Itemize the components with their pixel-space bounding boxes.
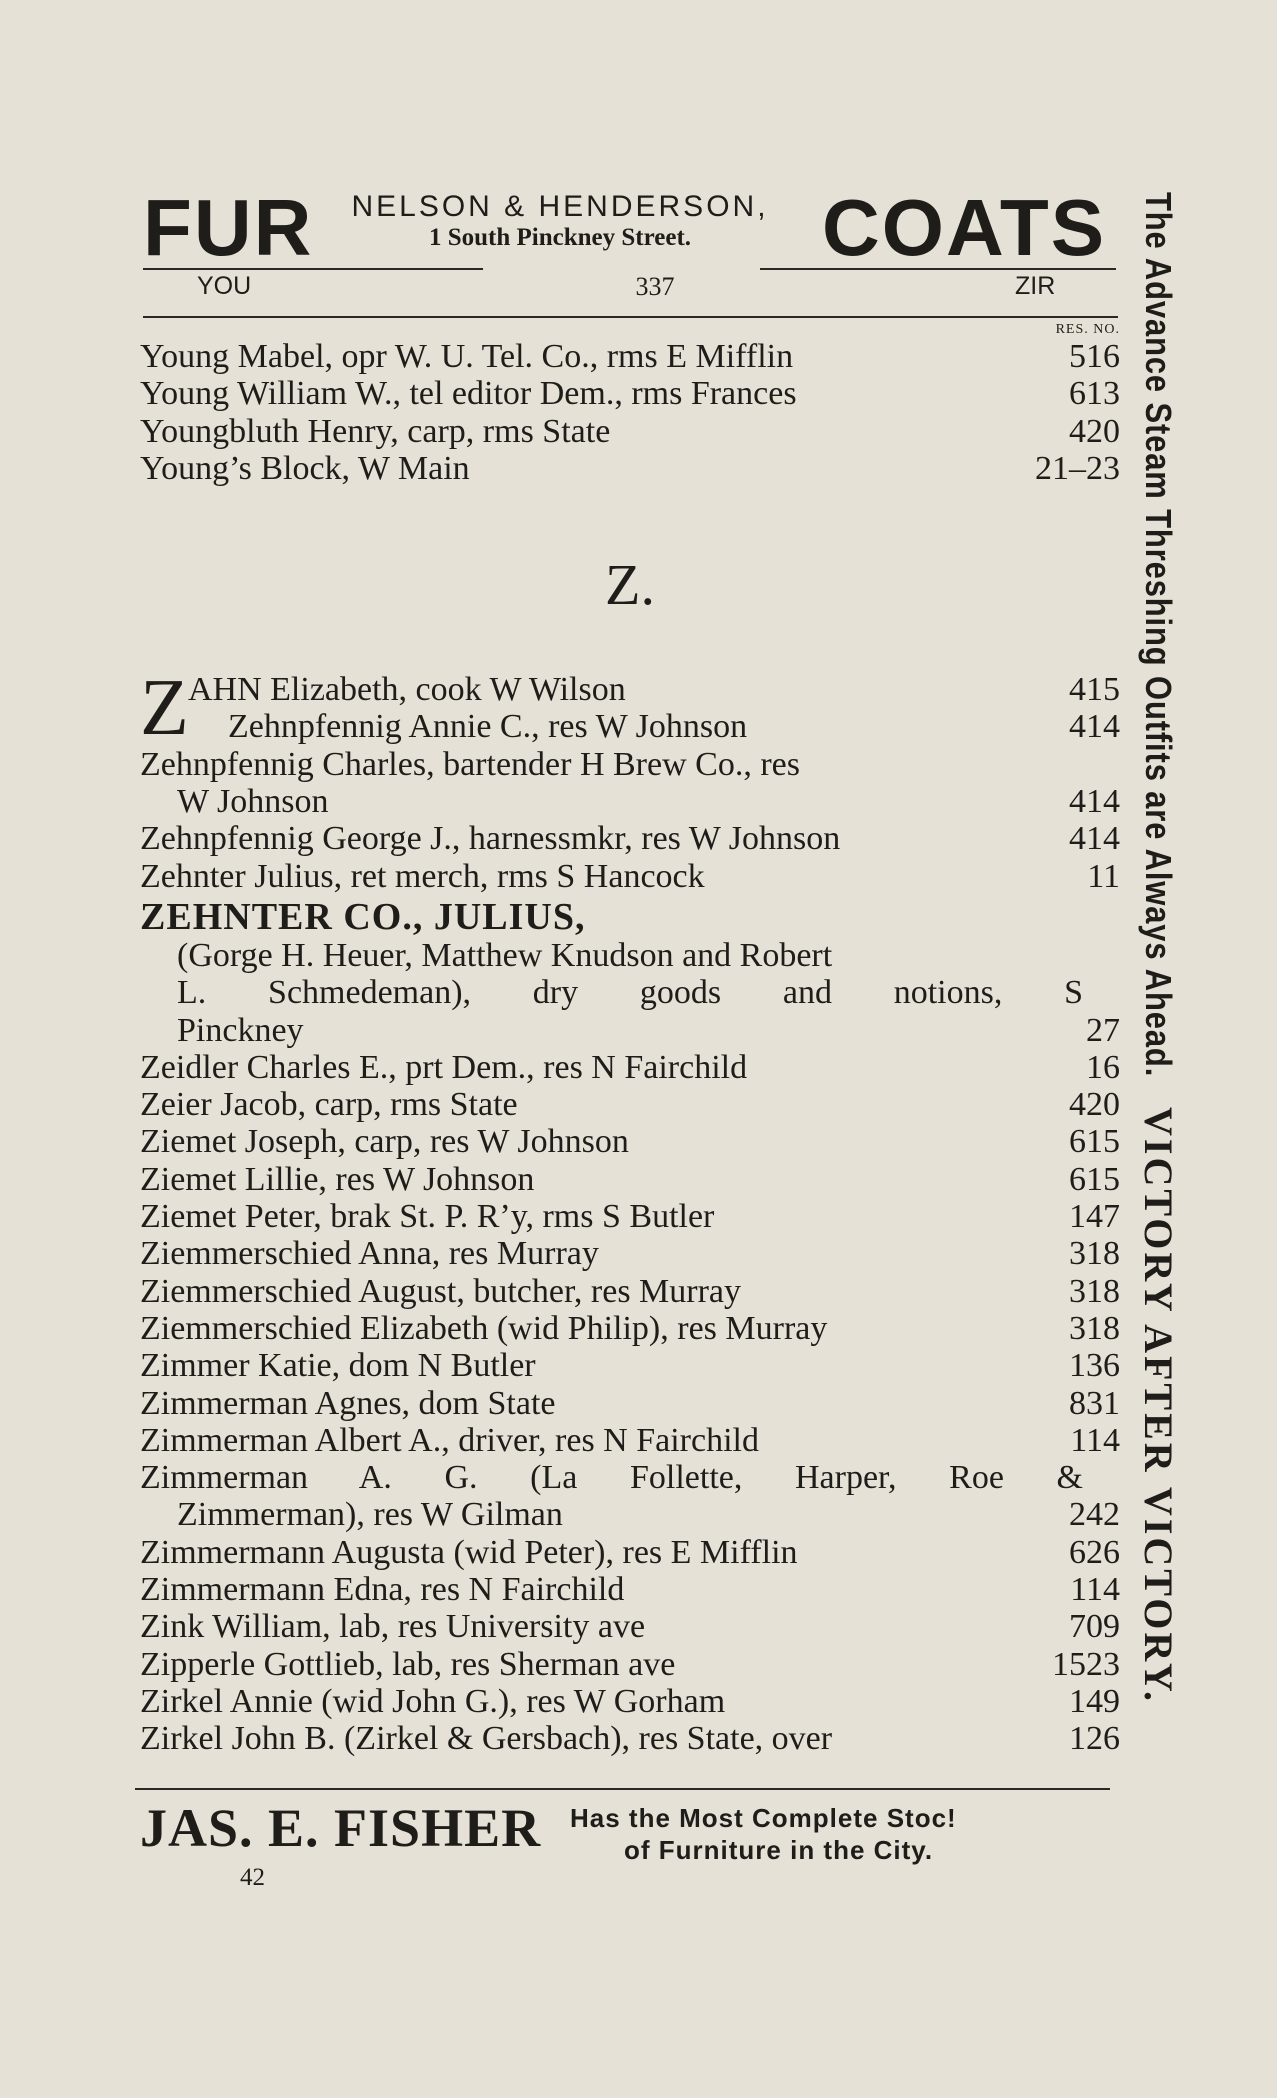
header-address: 1 South Pinckney Street. xyxy=(428,224,692,251)
footer-rule xyxy=(135,1788,1110,1790)
header-rule-left xyxy=(143,268,483,270)
list-item: Zirkel Annie (wid John G.), res W Gorham 149 xyxy=(140,1682,1120,1720)
firm-entry-line: Pinckney 27 xyxy=(177,1011,1120,1049)
side-ad-part1: The Advance Steam Threshing Outfits are Always Ahead. xyxy=(1138,192,1179,1078)
list-item: W Johnson 414 xyxy=(177,783,1120,821)
list-item: Young Mabel, opr W. U. Tel. Co., rms E Mifflin 516 xyxy=(140,338,1120,375)
footer-page-number: 42 xyxy=(240,1864,265,1891)
firm-entry-line: L. Schmedeman), dry goods and notions, S xyxy=(177,974,1083,1012)
header-firm-name: NELSON & HENDERSON, xyxy=(351,190,769,223)
list-item: Ziemet Lillie, res W Johnson 615 xyxy=(140,1160,1120,1198)
list-item: Zimmerman), res W Gilman 242 xyxy=(177,1496,1120,1534)
list-item: Zimmer Katie, dom N Butler 136 xyxy=(140,1347,1120,1385)
list-item: Zimmerman Agnes, dom State 831 xyxy=(140,1384,1120,1422)
list-item: Youngbluth Henry, carp, rms State 420 xyxy=(140,412,1120,450)
side-advertisement xyxy=(1136,192,1181,1892)
list-item: Young’s Block, W Main 21–23 xyxy=(140,449,1120,487)
header-right-word: COATS xyxy=(822,183,1107,272)
list-item: Zehnpfennig Annie C., res W Johnson 414 xyxy=(228,708,1120,746)
list-item: Zimmermann Edna, res N Fairchild 114 xyxy=(140,1571,1120,1609)
guide-word-right: ZIR xyxy=(1015,272,1056,300)
guide-rule xyxy=(143,316,1118,318)
column-label: RES. NO. xyxy=(1055,322,1120,337)
header-page-number: 337 xyxy=(635,272,675,301)
footer-slogan-line: Has the Most Complete Stoc! xyxy=(570,1803,957,1833)
firm-entry-name: ZEHNTER CO., JULIUS, xyxy=(140,895,586,938)
list-item: Zeidler Charles E., prt Dem., res N Fairchild 16 xyxy=(140,1048,1120,1086)
side-ad-part2: VICTORY AFTER VICTORY. xyxy=(1136,1107,1181,1705)
list-item: Zehnpfennig Charles, bartender H Brew Co., res xyxy=(140,745,800,783)
footer-advertiser: JAS. E. FISHER xyxy=(140,1798,542,1858)
list-item: Zimmerman A. G. (La Follette, Harper, Roe & xyxy=(140,1459,1083,1497)
header-left-word: FUR xyxy=(143,183,314,272)
header-rule-right xyxy=(760,268,1116,270)
list-item: Ziemet Peter, brak St. P. R’y, rms S Butler 147 xyxy=(140,1198,1120,1236)
list-item: Ziemmerschied August, butcher, res Murray 318 xyxy=(140,1272,1120,1310)
list-item: Zirkel John B. (Zirkel & Gersbach), res State, over 126 xyxy=(140,1720,1120,1758)
list-item: Z AHN Elizabeth, cook W Wilson 415 xyxy=(140,664,1120,753)
guide-word-left: YOU xyxy=(197,272,252,300)
list-item: Zimmerman Albert A., driver, res N Fairchild 114 xyxy=(140,1421,1120,1459)
list-item: Zink William, lab, res University ave 709 xyxy=(140,1608,1120,1646)
list-item: Ziemmerschied Elizabeth (wid Philip), res Murray 318 xyxy=(140,1309,1120,1347)
list-item: Zimmermann Augusta (wid Peter), res E Mifflin 626 xyxy=(140,1533,1120,1571)
list-item: Zeier Jacob, carp, rms State 420 xyxy=(140,1086,1120,1124)
drop-cap: Z xyxy=(140,664,189,753)
header-firm-block xyxy=(320,190,800,252)
list-item: Zehnter Julius, ret merch, rms S Hancock 11 xyxy=(140,857,1120,895)
list-item: Young William W., tel editor Dem., rms Frances 613 xyxy=(140,375,1120,413)
directory-listing xyxy=(140,338,1120,1758)
footer-slogan xyxy=(570,1802,1030,1866)
side-advertisement-text xyxy=(1136,192,1181,1705)
section-heading: Z. xyxy=(605,552,655,618)
firm-entry-line: (Gorge H. Heuer, Matthew Knudson and Robert xyxy=(177,936,833,974)
list-item: Ziemet Joseph, carp, res W Johnson 615 xyxy=(140,1123,1120,1161)
list-item: Zehnpfennig George J., harnessmkr, res W Johnson 414 xyxy=(140,820,1120,858)
list-item: Zipperle Gottlieb, lab, res Sherman ave 1523 xyxy=(140,1645,1120,1683)
footer-slogan-line: of Furniture in the City. xyxy=(624,1835,934,1865)
list-item: Ziemmerschied Anna, res Murray 318 xyxy=(140,1235,1120,1273)
